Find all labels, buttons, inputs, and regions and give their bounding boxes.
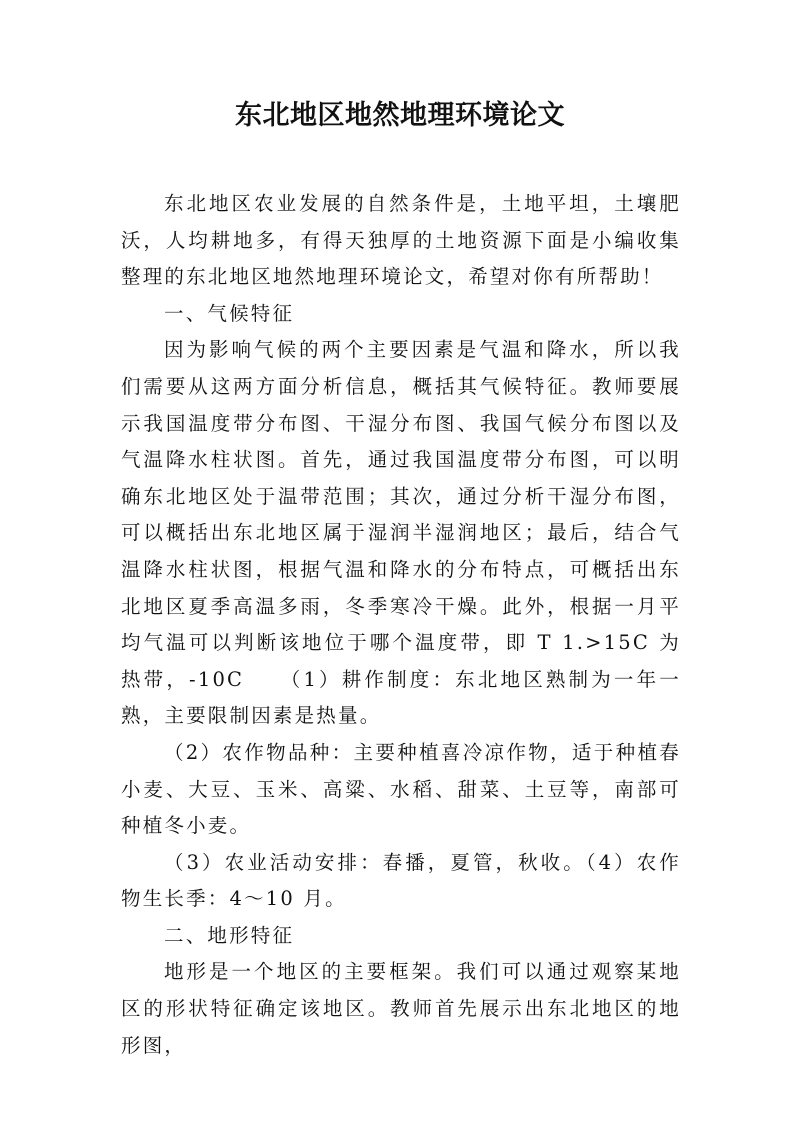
document-body	[121, 186, 681, 1064]
section-heading-climate: 一、气候特征	[164, 301, 295, 325]
crop-varieties-paragraph: （2）农作物品种：主要种植喜冷凉作物，适于种植春小麦、大豆、玉米、高粱、水稻、甜菜、土豆等，南部可种植冬小麦。	[121, 740, 681, 838]
farming-schedule-paragraph: （3）农业活动安排：春播，夏管，秋收。（4）农作物生长季：4～10 月。	[121, 850, 681, 911]
section-heading-terrain: 二、地形特征	[164, 923, 295, 947]
climate-paragraph: 因为影响气候的两个主要因素是气温和降水，所以我们需要从这两方面分析信息，概括其气候特征。教师要展示我国温度带分布图、干湿分布图、我国气候分布图以及气温降水柱状图。首先，通过我国温度带分布图，可以明确东北地区处于温带范围；其次，通过分析干湿分布图，可以概括出东北地区属于湿润半湿润地区；最后，结合气温降水柱状图，根据气温和降水的分布特点，可概括出东北地区夏季高温多雨，冬季寒冷干燥。此外，根据一月平均气温可以判断该地位于哪个温度带，即 T 1.>15C 为热带，-10C （1）耕作制度：东北地区熟制为一年一熟，主要限制因素是热量。	[121, 338, 681, 728]
terrain-paragraph: 地形是一个地区的主要框架。我们可以通过观察某地区的形状特征确定该地区。教师首先展示出东北地区的地形图，	[121, 960, 681, 1057]
intro-paragraph: 东北地区农业发展的自然条件是，土地平坦，土壤肥沃，人均耕地多，有得天独厚的土地资源下面是小编收集整理的东北地区地然地理环境论文，希望对你有所帮助！	[121, 192, 681, 289]
document-title: 东北地区地然地理环境论文	[235, 100, 565, 131]
